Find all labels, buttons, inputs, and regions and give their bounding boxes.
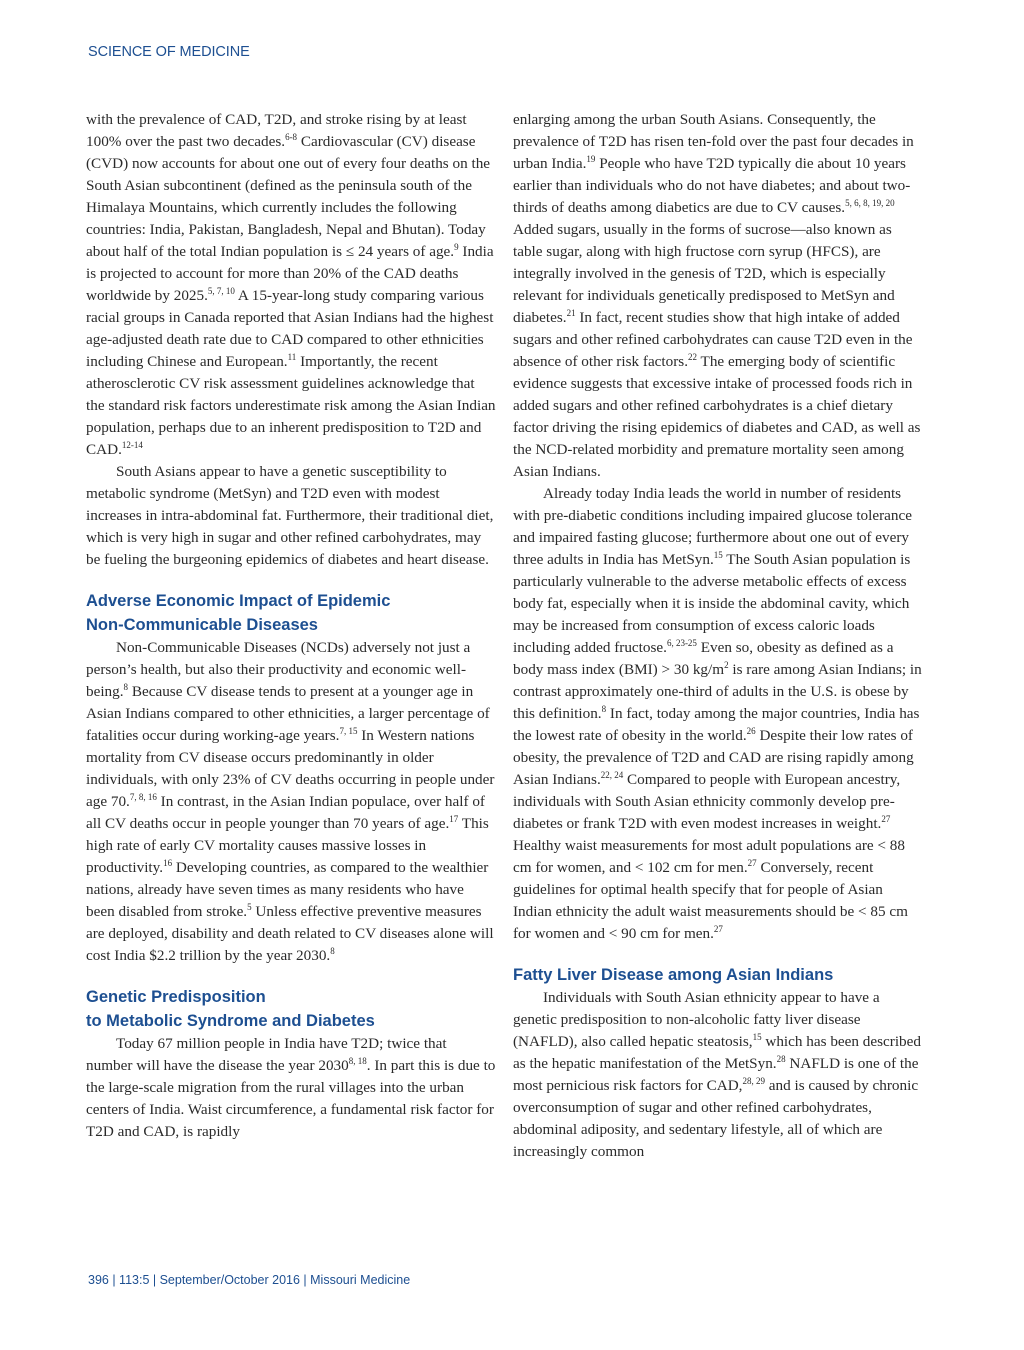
paragraph: Non-Communicable Diseases (NCDs) adversely not just a person’s health, but also their productivity and economic well-being.$^8$ Because CV disease tends to present at a younger age in Asian Indians compared to other ethnicities, a larger percentage of fatalities occur during working-age years.$^{7, 15}$ In Western nations mortality from CV disease occurs predominantly in older individuals, with only 23% of CV deaths occurring in people under age 70.$^{7, 8, 16}$ In contrast, in the Asian Indian populace, over half of all CV deaths occur in people younger than 70 years of age.$^{17}$ This high rate of early CV mortality causes massive losses in productivity.$^{16}$ Developing countries, as compared to the wealthier nations, already have seven times as many residents who have been disabled from stroke.$^5$ Unless effective preventive measures are deployed, disability and death related to CV diseases alone will cost India $2.2 trillion by the year 2030.$^8$ bbox=[86, 639, 495, 964]
page-footer: 396 | 113:5 | September/October 2016 | Missouri Medicine bbox=[88, 1273, 411, 1287]
section-heading: Genetic Predisposition to Metabolic Syndrome and Diabetes bbox=[86, 988, 375, 1030]
paragraph: with the prevalence of CAD, T2D, and stroke rising by at least 100% over the past two decades.$^{6-8}$ Cardiovascular (CV) disease (CVD) now accounts for about one out of every four deaths on the South Asian subcontinent (defined as the peninsula south of the Himalaya Mountains, which currently includes the following countries: India, Pakistan, Bangladesh, Nepal and Bhutan). Today about half of the total Indian population is ≤ 24 years of age.$^9$ India is projected to account for more than 20% of the CAD deaths worldwide by 2025.$^{5, 7, 10}$ A 15-year-long study comparing various racial groups in Canada reported that Asian Indians had the highest age-adjusted death rate due to CAD compared to other ethnicities including Chinese and European.$^{11}$ Importantly, the recent atherosclerotic CV risk assessment guidelines acknowledge that the standard risk factors underestimate risk among the Asian Indian population, perhaps due to an inherent predisposition to T2D and CAD.$^{12-14}$ bbox=[86, 111, 496, 458]
paragraph: South Asians appear to have a genetic susceptibility to metabolic syndrome (MetSyn) and T2D even with modest increases in intra-abdominal fat. Furthermore, their traditional diet, which is very high in sugar and other refined carbohydrates, may be fueling the burgeoning epidemics of diabetes and heart disease. bbox=[86, 463, 494, 568]
left-column bbox=[86, 109, 496, 1143]
paragraph: enlarging among the urban South Asians. Consequently, the prevalence of T2D has risen ten-fold over the past four decades in urban India.$^{19}$ People who have T2D typically die about 10 years earlier than individuals who do not have diabetes; and about two-thirds of deaths among diabetics are due to CV causes.$^{5, 6, 8, 19, 20}$ Added sugars, usually in the forms of sucrose—also known as table sugar, along with high fructose corn syrup (HFCS), are integrally involved in the genesis of T2D, which is especially relevant for individuals genetically predisposed to MetSyn and diabetes.$^{21}$ In fact, recent studies show that high intake of added sugars and other refined carbohydrates can cause T2D even in the absence of other risk factors.$^{22}$ The emerging body of scientific evidence suggests that excessive intake of processed foods rich in added sugars and other refined carbohydrates is a chief dietary factor driving the rising epidemics of diabetes and CAD, as well as the NCD-related morbidity and premature mortality seen among Asian Indians. bbox=[513, 111, 921, 480]
paragraph: Today 67 million people in India have T2D; twice that number will have the disease the year 2030$^{8, 18}$. In part this is due to the large-scale migration from the rural villages into the urban centers of India. Waist circumference, a fundamental risk factor for T2D and CAD, is rapidly bbox=[86, 1035, 496, 1140]
paragraph: Already today India leads the world in number of residents with pre-diabetic conditions including impaired glucose tolerance and impaired fasting glucose; furthermore about one out of every three adults in India has MetSyn.$^{15}$ The South Asian population is particularly vulnerable to the adverse metabolic effects of excess body fat, especially when it is inside the abdominal cavity, which may be increased from consumption of excess caloric loads including added fructose.$^{6, 23-25}$ Even so, obesity as defined as a body mass index (BMI) > 30 $kg/m^2$ is rare among Asian Indians; in contrast approximately one-third of adults in the U.S. is obese by this definition.$^8$ In fact, today among the major countries, India has the lowest rate of obesity in the world.$^{26}$ Despite their low rates of obesity, the prevalence of T2D and CAD are rising rapidly among Asian Indians.$^{22, 24}$ Compared to people with European ancestry, individuals with South Asian ethnicity commonly develop pre-diabetes or frank T2D with even modest increases in weight.$^{27}$ Healthy waist measurements for most adult populations are < 88 cm for women, and < 102 cm for men.$^{27}$ Conversely, recent guidelines for optimal health specify that for people of Asian Indian ethnicity the adult waist measurements should be < 85 cm for women and < 90 cm for men.$^{27}$ bbox=[513, 485, 922, 942]
right-column bbox=[513, 109, 925, 1163]
section-heading: Fatty Liver Disease among Asian Indians bbox=[513, 966, 834, 984]
section-heading: Adverse Economic Impact of Epidemic Non-Communicable Diseases bbox=[86, 592, 391, 634]
section-label: SCIENCE OF MEDICINE bbox=[88, 44, 250, 60]
paragraph: Individuals with South Asian ethnicity appear to have a genetic predisposition to non-alcoholic fatty liver disease (NAFLD), also called hepatic steatosis,$^{15}$ which has been described as the hepatic manifestation of the MetSyn.$^{28}$ NAFLD is one of the most pernicious risk factors for CAD,$^{28, 29}$ and is caused by chronic overconsumption of sugar and other refined carbohydrates, abdominal adiposity, and sedentary lifestyle, all of which are increasingly common bbox=[513, 989, 921, 1160]
